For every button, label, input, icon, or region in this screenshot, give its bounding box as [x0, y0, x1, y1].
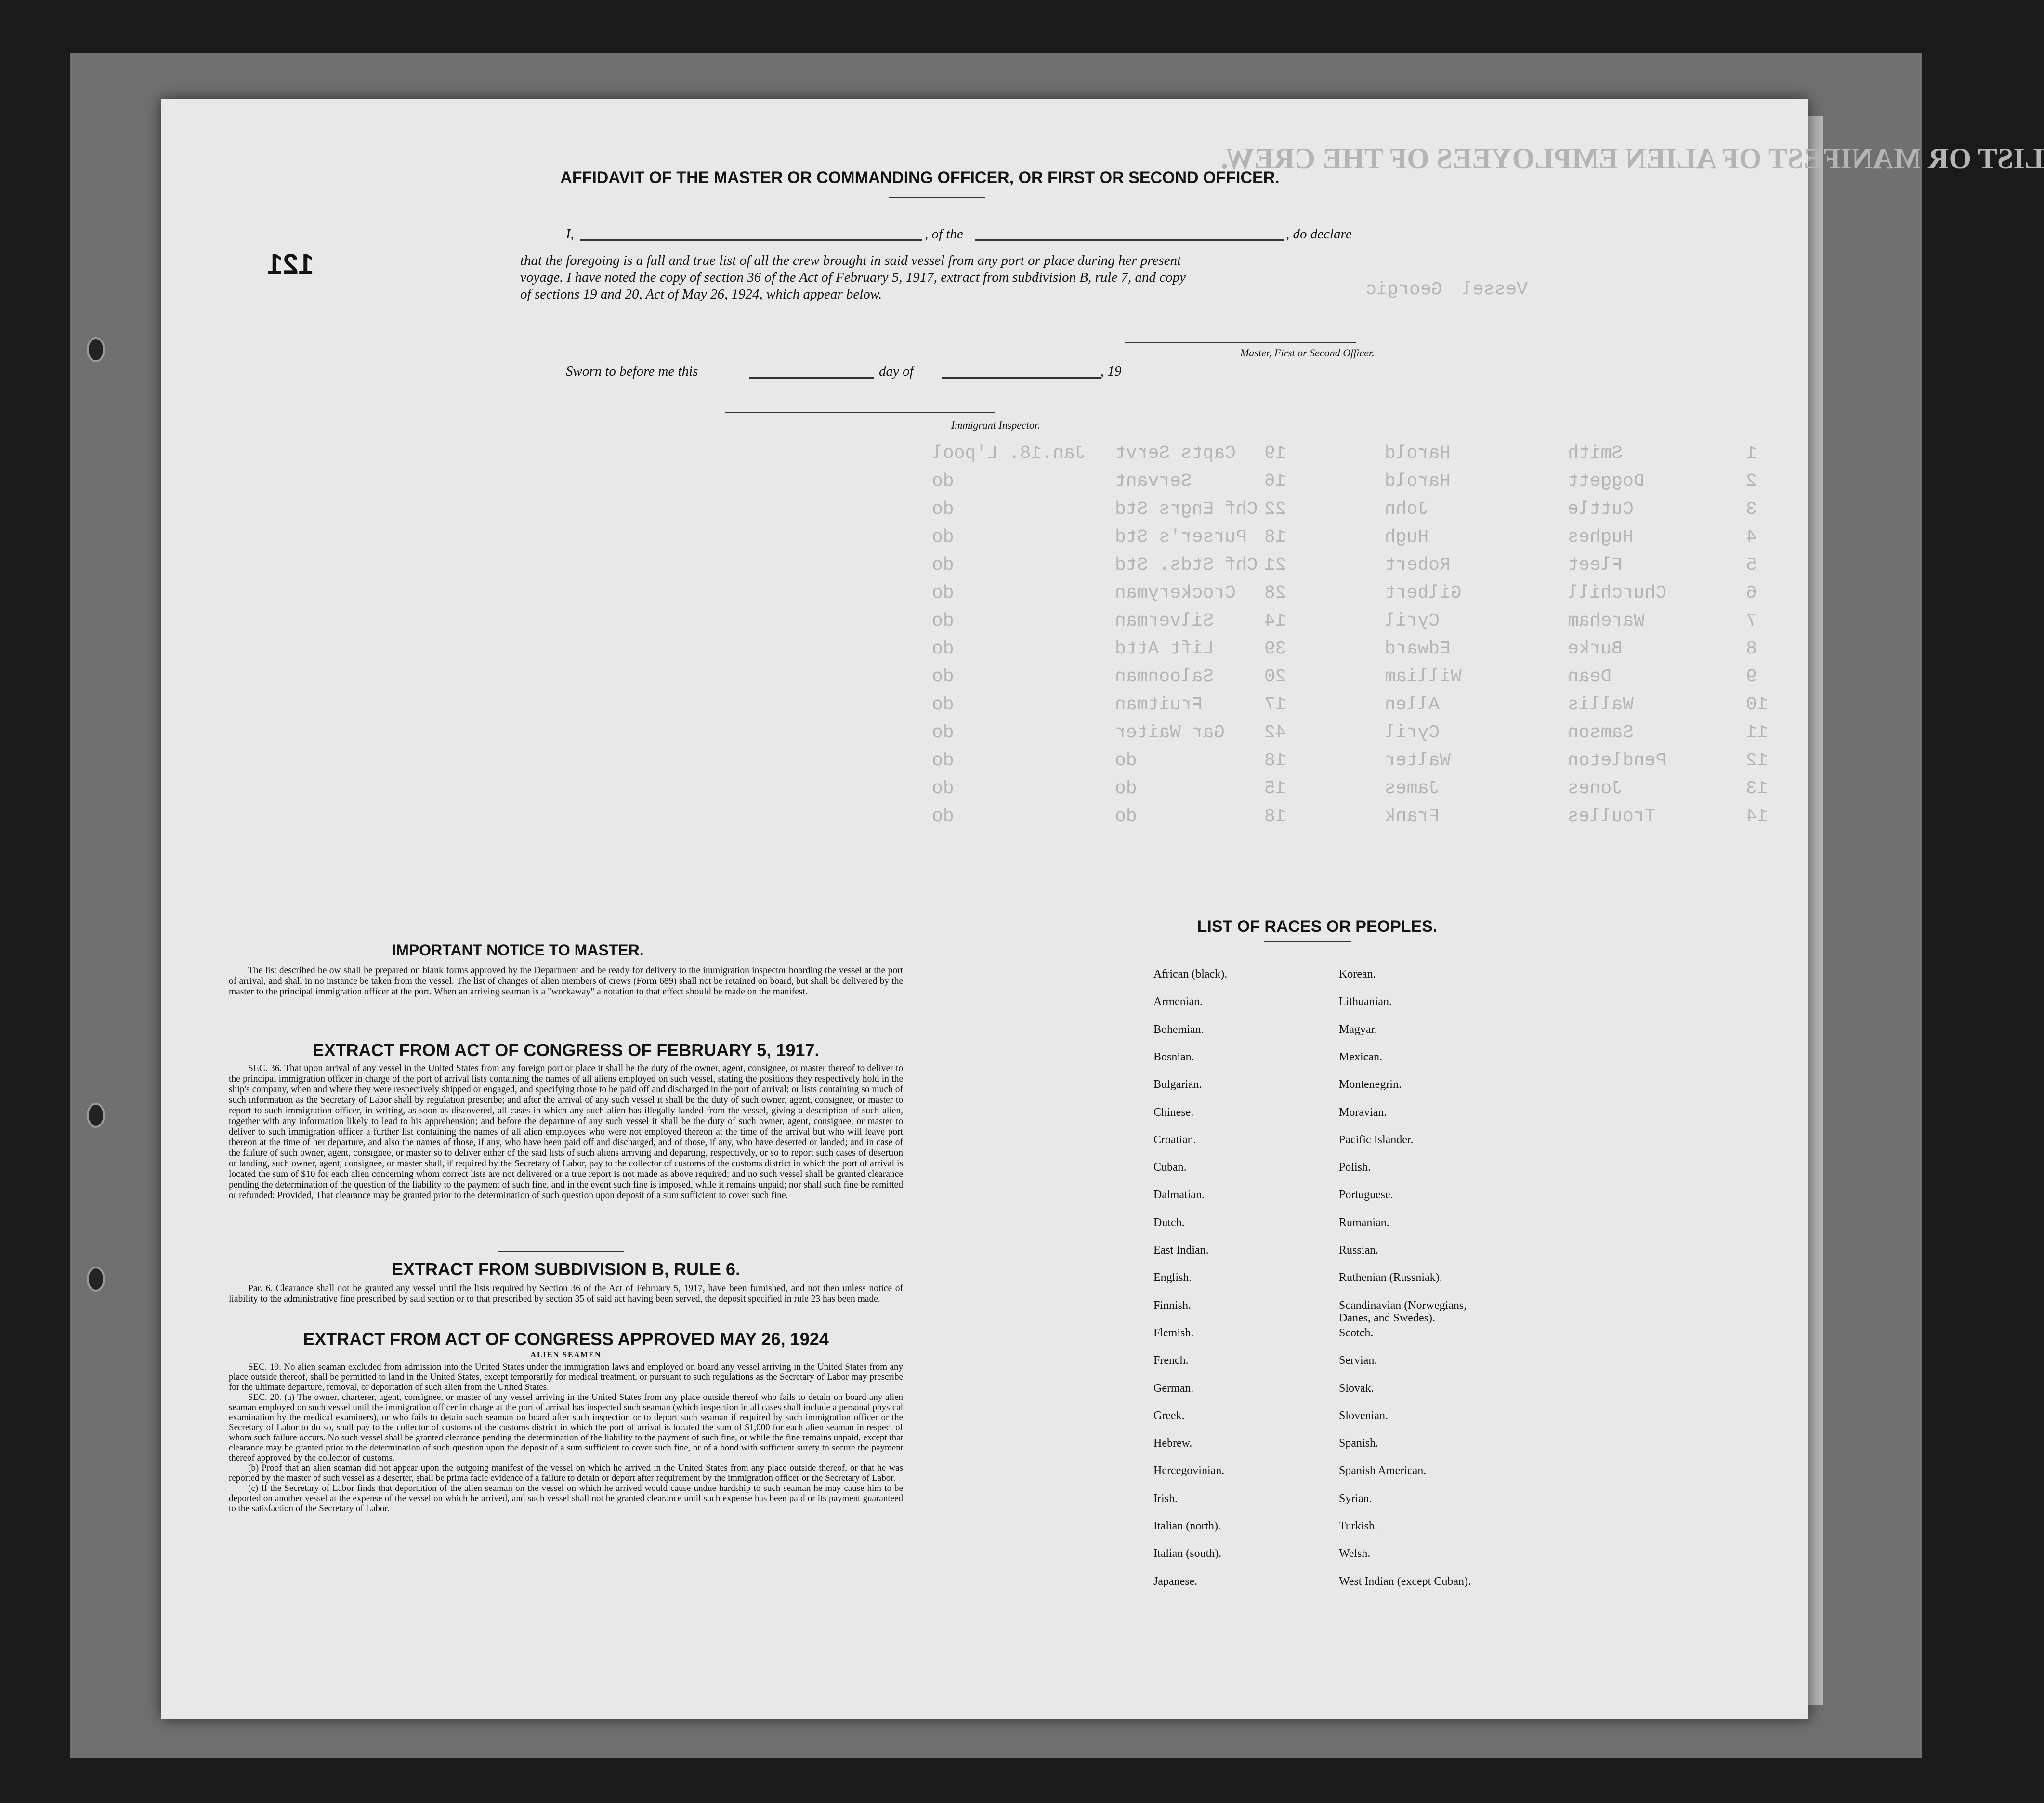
sworn-day-label: day of: [879, 364, 914, 379]
form-number-stamp: 121: [267, 248, 314, 280]
race-item: Bohemian.: [1153, 1023, 1204, 1036]
bleed-through-age: 15: [1264, 778, 1286, 799]
bleed-through-family: Jones: [1568, 778, 1623, 799]
bleed-through-age: 16: [1264, 471, 1286, 492]
bleed-through-no: 9: [1746, 666, 1757, 687]
race-item: Turkish.: [1339, 1520, 1377, 1532]
bleed-through-given: Gilbert: [1385, 583, 1462, 603]
bleed-through-where: do: [932, 806, 954, 827]
bleed-through-no: 2: [1746, 471, 1757, 492]
document-page: [161, 99, 2044, 1719]
bleed-through-no: 13: [1746, 778, 1768, 799]
extract-1917-title: EXTRACT FROM ACT OF CONGRESS OF FEBRUARY 5, 1917.: [312, 1040, 820, 1060]
race-item: German.: [1153, 1382, 1194, 1395]
bleed-through-where: do: [932, 666, 954, 687]
bleed-through-age: 18: [1264, 527, 1286, 548]
race-item: English.: [1153, 1271, 1192, 1284]
bleed-through-where: Jan.18. L'pool: [932, 443, 1086, 464]
bleed-through-title: LIST OR MANIFEST OF ALIEN EMPLOYEES OF THE CREW.: [1221, 143, 2044, 174]
sworn-year-label: , 19: [1101, 364, 1122, 379]
inspector-signature-field[interactable]: [725, 412, 995, 413]
bleed-through-no: 11: [1746, 722, 1768, 743]
race-item: Pacific Islander.: [1339, 1133, 1414, 1146]
bleed-through-no: 6: [1746, 583, 1757, 603]
race-item: Italian (north).: [1153, 1520, 1221, 1532]
sworn-prefix: Sworn to before me this: [566, 364, 698, 379]
bleed-through-where: do: [932, 722, 954, 743]
bleed-through-given: Walter: [1385, 750, 1451, 771]
sec-19-paragraph: SEC. 19. No alien seaman excluded from admission into the United States under the immigration laws and employed on board any vessel arriving in the United States from any place outside thereof, shall be permitted to land in the United States, except temporarily for medical treatment, or pursuant to such regulations as the Secretary of Labor may prescribe for the ultimate departure, removal, or deportation of such alien from the United States.: [229, 1362, 903, 1392]
race-item: Syrian.: [1339, 1492, 1372, 1505]
race-item: Scotch.: [1339, 1326, 1374, 1339]
bleed-through-given: Harold: [1385, 443, 1451, 464]
race-item: French.: [1153, 1354, 1189, 1367]
extract-rule-6-title: EXTRACT FROM SUBDIVISION B, RULE 6.: [391, 1259, 741, 1279]
bleed-through-no: 1: [1746, 443, 1757, 464]
race-item: Welsh.: [1339, 1547, 1371, 1560]
master-signature-field[interactable]: [1125, 342, 1356, 343]
bleed-through-no: 14: [1746, 806, 1768, 827]
inspector-caption: Immigrant Inspector.: [951, 419, 1040, 431]
section-rule: [498, 1251, 624, 1252]
bleed-through-no: 3: [1746, 499, 1757, 520]
extract-1924-text: [229, 1362, 903, 1514]
race-item: Armenian.: [1153, 995, 1203, 1008]
bleed-through-family: Pendleton: [1568, 750, 1667, 771]
sworn-month-field[interactable]: [942, 377, 1101, 379]
bleed-through-no: 12: [1746, 750, 1768, 771]
bleed-through-no: 4: [1746, 527, 1757, 548]
master-signature-caption: Master, First or Second Officer.: [1240, 347, 1375, 359]
affidavit-of-the-label: , of the: [925, 226, 963, 242]
bleed-through-position: Crockeryman: [1115, 583, 1236, 603]
race-item: African (black).: [1153, 968, 1228, 980]
bleed-through-position: Chf Engrs Std: [1115, 499, 1258, 520]
bleed-through-given: James: [1385, 778, 1440, 799]
bleed-through-no: 5: [1746, 555, 1757, 575]
bleed-through-given: Harold: [1385, 471, 1451, 492]
extract-rule-6-text: [229, 1283, 903, 1305]
race-item: Spanish American.: [1339, 1464, 1427, 1477]
bleed-through-position: Lift Attd: [1115, 639, 1214, 659]
bleed-through-position: Fruitman: [1115, 694, 1203, 715]
bleed-through-where: do: [932, 527, 954, 548]
bleed-through-age: 22: [1264, 499, 1286, 520]
master-name-field[interactable]: [580, 239, 922, 241]
bleed-through-age: 21: [1264, 555, 1286, 575]
bleed-through-family: Cuttle: [1568, 499, 1634, 520]
bleed-through-where: do: [932, 583, 954, 603]
race-item: Lithuanian.: [1339, 995, 1392, 1008]
notice-paragraph: The list described below shall be prepared on blank forms approved by the Department and be ready for delivery to the immigration inspector boarding the vessel at the port of arrival, and shall in no instance be taken from the vessel. The list of changes of alien members of crews (Form 689) shall not be retained on board, but shall be delivered by the master to the principal immigration officer at the port. When an arriving seaman is a "workaway" a notation to that effect should be made on the manifest.: [229, 966, 903, 997]
vessel-name-field[interactable]: [975, 239, 1284, 241]
race-item: East Indian.: [1153, 1244, 1209, 1256]
notice-text: [229, 966, 903, 997]
bleed-through-family: Hughes: [1568, 527, 1634, 548]
bleed-through-where: do: [932, 778, 954, 799]
bleed-through-given: William: [1385, 666, 1462, 687]
bleed-through-family: Wallis: [1568, 694, 1634, 715]
bleed-through-position: Servant: [1115, 471, 1192, 492]
bleed-through-no: 8: [1746, 639, 1757, 659]
bleed-through-age: 14: [1264, 611, 1286, 631]
sec-20c-paragraph: (c) If the Secretary of Labor finds that deportation of the alien seaman on the vessel on which he arrived would cause undue hardship to such seaman he may cause him to be deported on another vessel at the expense of the vessel on which he arrived, and such vessel shall not be granted clearance until such expense has been paid or its payment guaranteed to the satisfaction of the Secretary of Labor.: [229, 1483, 903, 1514]
bleed-through-no: 7: [1746, 611, 1757, 631]
race-item: Moravian.: [1339, 1106, 1387, 1119]
race-item: Italian (south).: [1153, 1547, 1222, 1560]
race-item: Dutch.: [1153, 1216, 1185, 1229]
race-item: Mexican.: [1339, 1050, 1382, 1063]
bleed-through-age: 42: [1264, 722, 1286, 743]
bleed-through-age: 39: [1264, 639, 1286, 659]
bleed-through-age: 19: [1264, 443, 1286, 464]
stacked-page-edge: [1808, 116, 1823, 1705]
bleed-through-family: Samson: [1568, 722, 1634, 743]
race-item: Servian.: [1339, 1354, 1377, 1367]
bleed-through-given: Allen: [1385, 694, 1440, 715]
race-item: Bulgarian.: [1153, 1078, 1202, 1091]
race-item: Chinese.: [1153, 1106, 1194, 1119]
races-title: LIST OF RACES OR PEOPLES.: [1197, 917, 1438, 936]
bleed-through-position: Silverman: [1115, 611, 1214, 631]
bleed-through-given: Cyril: [1385, 611, 1440, 631]
bleed-through-position: Chf Stds. Std: [1115, 555, 1258, 575]
race-item: Slovak.: [1339, 1382, 1374, 1395]
sec-20b-paragraph: (b) Proof that an alien seaman did not appear upon the outgoing manifest of the vessel on which he arrived in the United States from any place outside thereof, or that he was reported by the master of such vessel as a deserter, shall be prima facie evidence of a failure to detain or deport after requirement by the immigration officer or the Secretary of Labor.: [229, 1463, 903, 1483]
affidavit-title: AFFIDAVIT OF THE MASTER OR COMMANDING OFFICER, OR FIRST OR SECOND OFFICER.: [560, 169, 1280, 187]
par-6-paragraph: Par. 6. Clearance shall not be granted any vessel until the lists required by Section 36 of the Act of February 5, 1917, have been furnished, and not then unless notice of liability to the administrative fine prescribed by said section or to that prescribed by section 35 of said act having been served, the deposit specified in rule 23 has been made.: [229, 1283, 903, 1304]
bleed-through-given: John: [1385, 499, 1429, 520]
race-item: Bosnian.: [1153, 1050, 1194, 1063]
race-item: Korean.: [1339, 968, 1376, 980]
race-item: Japanese.: [1153, 1575, 1198, 1588]
bleed-through-where: do: [932, 555, 954, 575]
bleed-through-vessel-label: Vessel: [1462, 279, 1528, 300]
affidavit-line-2: that the foregoing is a full and true list of all the crew brought in said vessel from any port or place during her present: [520, 253, 1181, 268]
race-item: Finnish.: [1153, 1299, 1192, 1312]
race-item: Spanish.: [1339, 1437, 1379, 1450]
bleed-through-no: 10: [1746, 694, 1768, 715]
bleed-through-where: do: [932, 639, 954, 659]
race-item: Polish.: [1339, 1161, 1371, 1174]
bleed-through-position: do: [1115, 806, 1137, 827]
bleed-through-position: do: [1115, 778, 1137, 799]
extract-1924-title: EXTRACT FROM ACT OF CONGRESS APPROVED MAY 26, 1924: [303, 1329, 829, 1349]
race-item: Greek.: [1153, 1409, 1185, 1422]
bleed-through-age: 20: [1264, 666, 1286, 687]
race-item: Portuguese.: [1339, 1189, 1393, 1202]
affidavit-line-4: of sections 19 and 20, Act of May 26, 1924, which appear below.: [520, 287, 882, 302]
alien-seamen-subtitle: ALIEN SEAMEN: [530, 1351, 602, 1359]
race-item: Hercegovinian.: [1153, 1464, 1225, 1477]
bleed-through-where: do: [932, 750, 954, 771]
bleed-through-given: Frank: [1385, 806, 1440, 827]
bleed-through-where: do: [932, 694, 954, 715]
affidavit-line-3: voyage. I have noted the copy of section 36 of the Act of February 5, 1917, extract from subdivision B, rule 7, and copy: [520, 270, 1186, 285]
notice-title: IMPORTANT NOTICE TO MASTER.: [392, 941, 644, 959]
bleed-through-family: Fleet: [1568, 555, 1623, 575]
race-item: Rumanian.: [1339, 1216, 1389, 1229]
race-item: Dalmatian.: [1153, 1189, 1205, 1202]
bleed-through-position: Capts Servt: [1115, 443, 1236, 464]
bleed-through-position: Gar Waiter: [1115, 722, 1225, 743]
races-title-rule: [1264, 941, 1351, 942]
bleed-through-where: do: [932, 471, 954, 492]
race-item: Irish.: [1153, 1492, 1178, 1505]
bleed-through-age: 28: [1264, 583, 1286, 603]
bleed-through-given: Robert: [1385, 555, 1451, 575]
title-rule: [889, 197, 985, 198]
race-item: Croatian.: [1153, 1133, 1196, 1146]
race-item: Ruthenian (Russniak).: [1339, 1271, 1442, 1284]
bleed-through-family: Burke: [1568, 639, 1623, 659]
bleed-through-family: Smith: [1568, 443, 1623, 464]
race-item: Flemish.: [1153, 1326, 1194, 1339]
bleed-through-family: Churchill: [1568, 583, 1667, 603]
bleed-through-position: do: [1115, 750, 1137, 771]
bleed-through-given: Cyril: [1385, 722, 1440, 743]
bleed-through-family: Troulles: [1568, 806, 1656, 827]
bleed-through-family: Wareham: [1568, 611, 1645, 631]
bleed-through-where: do: [932, 499, 954, 520]
bleed-through-age: 18: [1264, 750, 1286, 771]
bleed-through-given: Edward: [1385, 639, 1451, 659]
binder-hole: [87, 1103, 105, 1128]
race-item: Russian.: [1339, 1244, 1379, 1256]
bleed-through-position: Saloonman: [1115, 666, 1214, 687]
bleed-through-vessel-name: Georgic: [1365, 279, 1442, 300]
race-item: Magyar.: [1339, 1023, 1377, 1036]
binder-hole: [87, 337, 105, 362]
affidavit-i-label: I,: [566, 226, 574, 242]
sec-20a-paragraph: SEC. 20. (a) The owner, charterer, agent, consignee, or master of any vessel arriving in the United States from any place outside thereof who fails to detain on board any alien seaman employed on such vessel until the immigration officer in charge at the port of arrival has inspected such seaman (which inspection in all cases shall include a personal physical examination by the medical examiners), or who fails to detain such seaman on board after such inspection or to deport such seaman if required by such immigration officer or the Secretary of Labor to do so, shall pay to the collector of customs of the customs district in which the port of arrival is located the sum of $1,000 for each alien seaman in respect of whom such failure occurs. No such vessel shall be granted clearance pending the determination of the liability to the payment of such fine, or while the fine remains unpaid, except that clearance may be granted prior to the determination of such question upon the deposit of a sum sufficient to cover such fine, or of a bond with sufficient surety to secure the payment thereof approved by the collector of customs.: [229, 1392, 903, 1463]
binder-hole: [87, 1267, 105, 1292]
bleed-through-where: do: [932, 611, 954, 631]
bleed-through-age: 18: [1264, 806, 1286, 827]
bleed-through-given: Hugh: [1385, 527, 1429, 548]
bleed-through-age: 17: [1264, 694, 1286, 715]
extract-1917-text: [229, 1063, 903, 1201]
race-item: Cuban.: [1153, 1161, 1187, 1174]
bleed-through-family: Doggett: [1568, 471, 1645, 492]
bleed-through-family: Dean: [1568, 666, 1612, 687]
race-item: West Indian (except Cuban).: [1339, 1575, 1471, 1588]
sec-36-paragraph: SEC. 36. That upon arrival of any vessel in the United States from any foreign port or place it shall be the duty of the owner, agent, consignee, or master thereof to deliver to the principal immigration officer in charge of the port of arrival lists containing the names of all aliens employed on such vessel, stating the positions they respectively hold in the ship's company, when and where they were respectively shipped or engaged, and specifying those to be paid off and discharged in the port of arrival; or lists containing so much of such information as the Secretary of Labor shall by regulation prescribe; and after the arrival of any such vessel it shall be the duty of such owner, agent, consignee, or master to report to such immigration officer, in writing, as soon as discovered, all cases in which any such alien has illegally landed from the vessel, giving a description of such alien, together with any information likely to lead to his apprehension; and before the departure of any such vessel it shall be the duty of such owner, agent, consignee, or master to deliver to such immigration officer a further list containing the names of all alien employees who were not employed thereon at the time of the arrival but who will leave port thereon at the time of her departure, and also the names of those, if any, who have been paid off and discharged, and of those, if any, who have deserted or landed; and in case of the failure of such owner, agent, consignee, or master so to deliver either of the said lists of such aliens arriving and departing, respectively, or so to report such cases of desertion or landing, such owner, agent, consignee, or master shall, if required by the Secretary of Labor, pay to the collector of customs of the customs district in which the port of arrival is located the sum of $10 for each alien concerning whom correct lists are not delivered or a true report is not made as above required; and no such vessel shall be granted clearance pending the determination of the question of the liability to the payment of such fine, and in the event such fine is imposed, while it remains unpaid; nor shall such fine be remitted or refunded: Provided, That clearance may be granted prior to the determination of such question upon deposit of a sum sufficient to cover such fine.: [229, 1063, 903, 1201]
race-item: Hebrew.: [1153, 1437, 1192, 1450]
race-item: Scandinavian (Norwegians, Danes, and Swedes).: [1339, 1299, 1467, 1324]
affidavit-declare-label: , do declare: [1286, 226, 1352, 242]
race-item: Slovenian.: [1339, 1409, 1388, 1422]
race-item: Montenegrin.: [1339, 1078, 1402, 1091]
sworn-date-field[interactable]: [749, 377, 874, 379]
bleed-through-position: Purser's Std: [1115, 527, 1247, 548]
